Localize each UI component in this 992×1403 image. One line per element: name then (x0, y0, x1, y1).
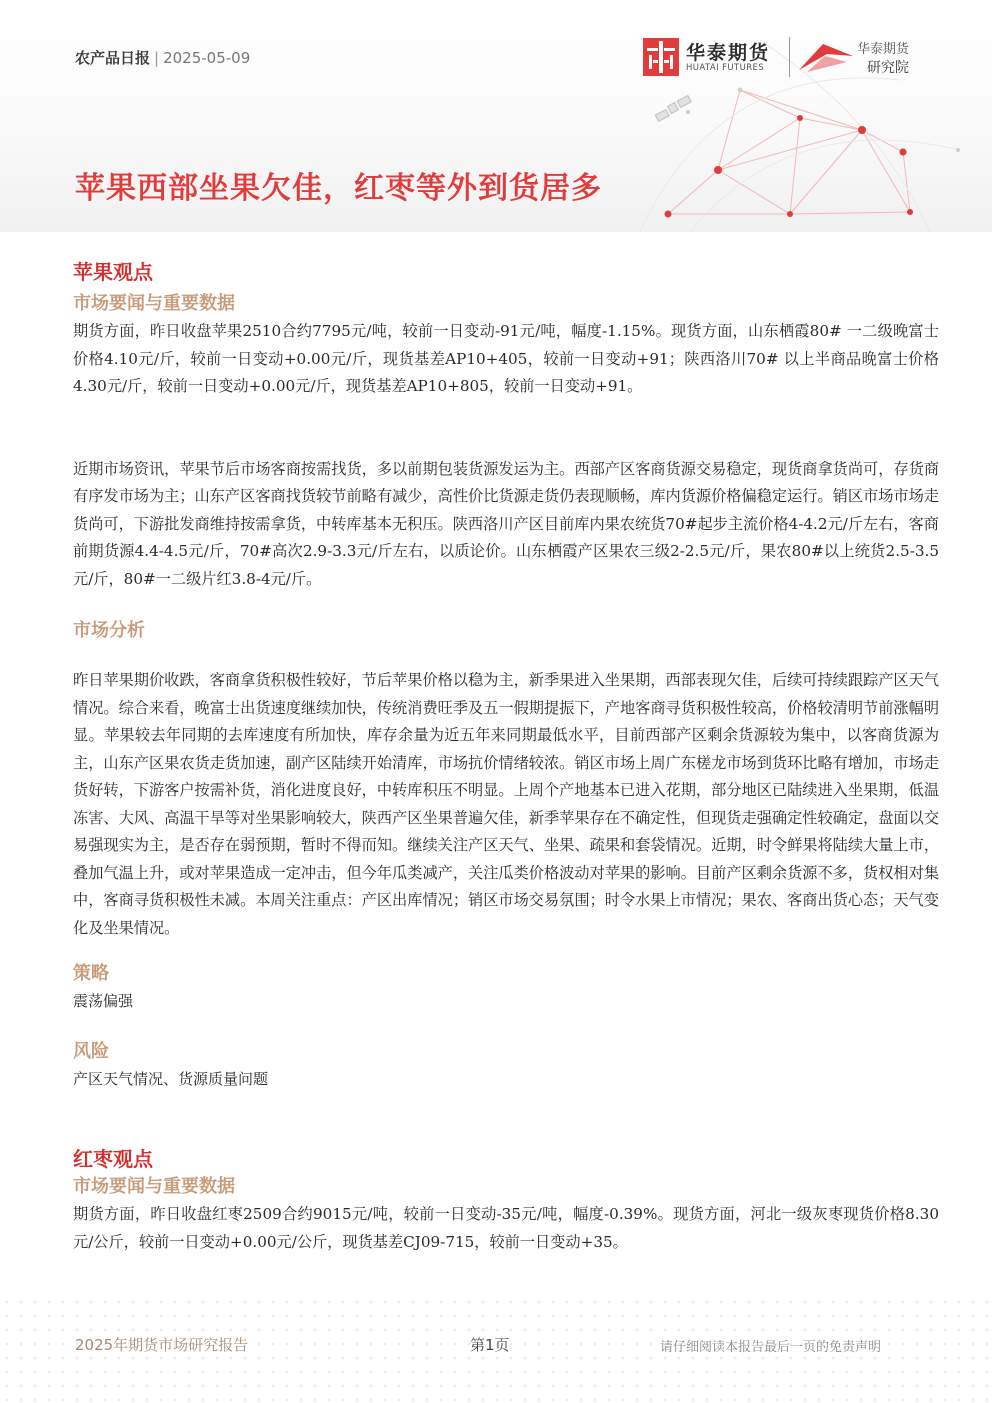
jujube-news-title: 市场要闻与重要数据 (73, 1176, 235, 1197)
apple-strategy-title: 策略 (73, 963, 109, 984)
logo-en-text: HUATAI FUTURES (686, 63, 765, 73)
footer-disclaimer-note: 请仔细阅读本报告最后一页的免责声明 (660, 1340, 882, 1355)
report-date: 2025-05-09 (163, 49, 251, 67)
apple-risk-text: 产区天气情况、货源质量问题 (73, 1069, 269, 1088)
report-meta (75, 47, 250, 68)
report-body (73, 258, 939, 1256)
report-type: 农产品日报 (75, 49, 151, 67)
apple-news-title: 市场要闻与重要数据 (73, 293, 235, 314)
footer-report-name: 2025年期货市场研究报告 (75, 1336, 249, 1354)
page-number: 第1页 (470, 1336, 510, 1354)
institute-line2: 研究院 (867, 60, 909, 76)
apple-news-paragraph-2: 近期市场资讯，苹果节后市场客商按需找货，多以前期包装货源发运为主。西部产区客商货源交易稳定，现货商拿货尚可，存货商有序发市场为主；山东产区客商找货较节前略有减少，高性价比货源走货仍表现顺畅，库内货源价格偏稳定运行。销区市场市场走货尚可，下游批发商维持按需拿货，中转库基本无积压。陕西洛川产区目前库内果农统货70#起步主流价格4-4.2元/斤左右，客商前期货源4.4-4.5元/斤，70#高次2.9-3.3元/斤左右，以质论价。山东栖霞产区果农三级2-2.5元/斤，果农80#以上统货2.5-3.5元/斤，80#一二级片红3.8-4元/斤。 (73, 459, 939, 588)
meta-separator: | (154, 49, 160, 67)
jujube-section-title: 红枣观点 (73, 1147, 153, 1171)
institute-line1: 华泰期货 (857, 42, 910, 57)
huatai-emblem-icon (643, 38, 679, 76)
apple-section-title: 苹果观点 (73, 260, 153, 284)
apple-analysis-paragraph: 昨日苹果期价收跌，客商拿货积极性较好，节后苹果价格以稳为主，新季果进入坐果期，西部表现欠佳，后续可持续跟踪产区天气情况。综合来看，晚富士出货速度继续加快，传统消费旺季及五一假期提振下，产地客商寻货积极性较高，价格较清明节前涨幅明显。苹果较去年同期的去库速度有所加快，库存余量为近五年来同期最低水平，目前西部产区剩余货源较为集中，以客商货源为主，山东产区果农货走货加速，副产区陆续开始清库，市场抗价情绪较浓。销区市场上周广东槎龙市场到货环比略有增加，市场走货好转，下游客户按需补货，消化进度良好，中转库积压不明显。上周个产地基本已进入花期，部分地区已陆续进入坐果期，低温冻害、大风、高温干旱等对坐果影响较大，陕西产区坐果普遍欠佳，新季苹果存在不确定性，但现货走强确定性较确定，盘面以交易强现实为主，是否存在弱预期，暂时不得而知。继续关注产区天气、坐果、疏果和套袋情况。近期，时令鲜果将陆续大量上市，叠加气温上升，或对苹果造成一定冲击，但今年瓜类减产，关注瓜类价格波动对苹果的影响。目前产区剩余货源不多，货权相对集中，客商寻货积极性未减。本周关注重点：产区出库情况；销区市场交易氛围；时令水果上市情况；果农、客商出货心态；天气变化及坐果情况。 (73, 671, 939, 937)
apple-risk-title: 风险 (73, 1040, 109, 1062)
apple-news-paragraph-1: 期货方面，昨日收盘苹果2510合约7795元/吨，较前一日变动-91元/吨，幅度-1.15%。现货方面，山东栖霞80# 一二级晚富士价格4.10元/斤，较前一日变动+0.00元/斤，现货基差AP10+405，较前一日变动+91；陕西洛川70# 以上半商品晚富士价格4.30元/斤，较前一日变动+0.00元/斤，现货基差AP10+805，较前一日变动+91。 (73, 322, 939, 395)
swoosh-icon (797, 36, 855, 76)
jujube-news-paragraph-1: 期货方面，昨日收盘红枣2509合约9015元/吨，较前一日变动-35元/吨，幅度-0.39%。现货方面，河北一级灰枣现货价格8.30元/公斤，较前一日变动+0.00元/公斤，现货基差CJ09-715，较前一日变动+35。 (73, 1205, 939, 1251)
logo-divider (789, 37, 790, 77)
huatai-futures-logo (643, 36, 783, 78)
institute-logo (797, 36, 927, 78)
apple-analysis-title: 市场分析 (73, 620, 145, 641)
logo-cn-text: 华泰期货 (686, 42, 771, 64)
page-title: 苹果西部坐果欠佳，红枣等外到货居多 (75, 171, 602, 206)
apple-strategy-text: 震荡偏强 (73, 992, 134, 1010)
